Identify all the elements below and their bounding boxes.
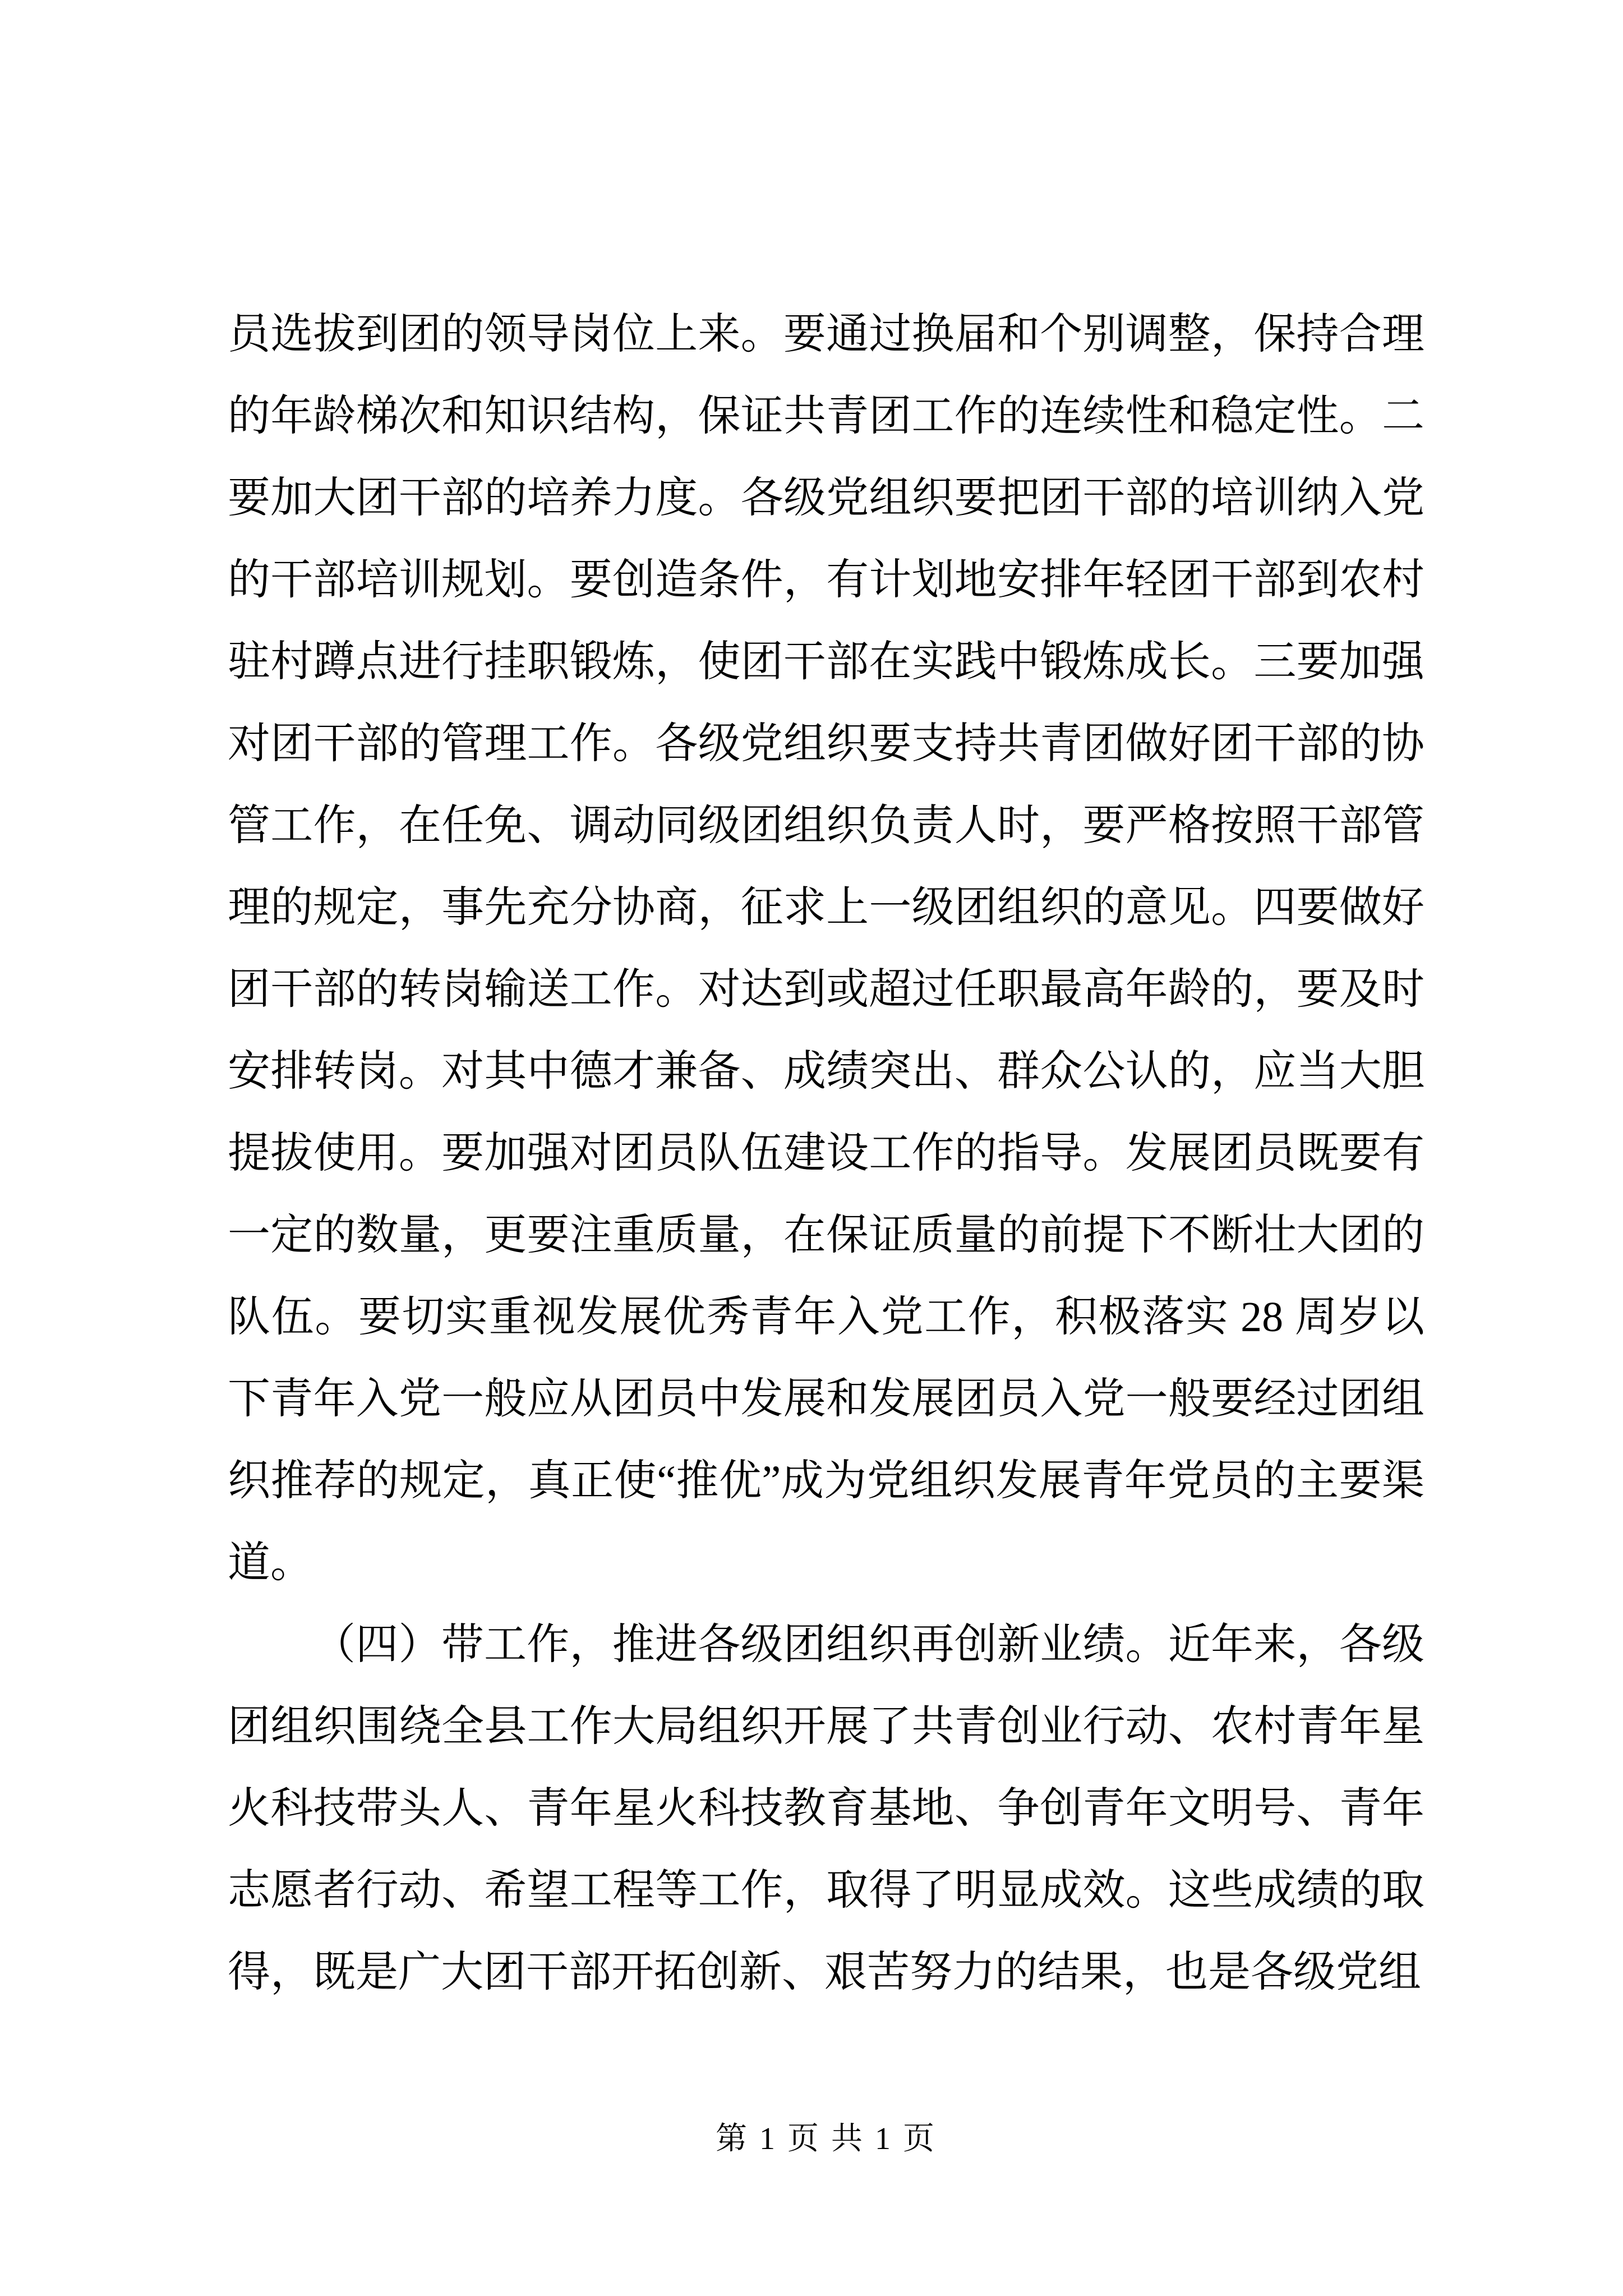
document-body [228, 293, 1424, 2013]
body-paragraph: （四）带工作，推进各级团组织再创新业绩。近年来，各级团组织围绕全县工作大局组织开展了共青创业行动、农村青年星火科技带头人、青年星火科技教育基地、争创青年文明号、青年志愿者行动、希望工程等工作，取得了明显成效。这些成绩的取得，既是广大团干部开拓创新、艰苦努力的结果，也是各级党组 [228, 1621, 1424, 1996]
body-paragraph: 员选拔到团的领导岗位上来。要通过换届和个别调整，保持合理的年龄梯次和知识结构，保证共青团工作的连续性和稳定性。二要加大团干部的培养力度。各级党组织要把团干部的培训纳入党的干部培训规划。要创造条件，有计划地安排年轻团干部到农村驻村蹲点进行挂职锻炼，使团干部在实践中锻炼成长。三要加强对团干部的管理工作。各级党组织要支持共青团做好团干部的协管工作，在任免、调动同级团组织负责人时，要严格按照干部管理的规定，事先充分协商，征求上一级团组织的意见。四要做好团干部的转岗输送工作。对达到或超过任职最高年龄的，要及时安排转岗。对其中德才兼备、成绩突出、群众公认的，应当大胆提拔使用。要加强对团员队伍建设工作的指导。发展团员既要有一定的数量，更要注重质量，在保证质量的前提下不断壮大团的队伍。要切实重视发展优秀青年入党工作，积极落实 28 周岁以下青年入党一般应从团员中发展和发展团员入党一般要经过团组织推荐的规定，真正使“推优”成为党组织发展青年党员的主要渠道。 [228, 311, 1424, 1586]
page-footer: 第 1 页 共 1 页 [716, 2122, 937, 2156]
